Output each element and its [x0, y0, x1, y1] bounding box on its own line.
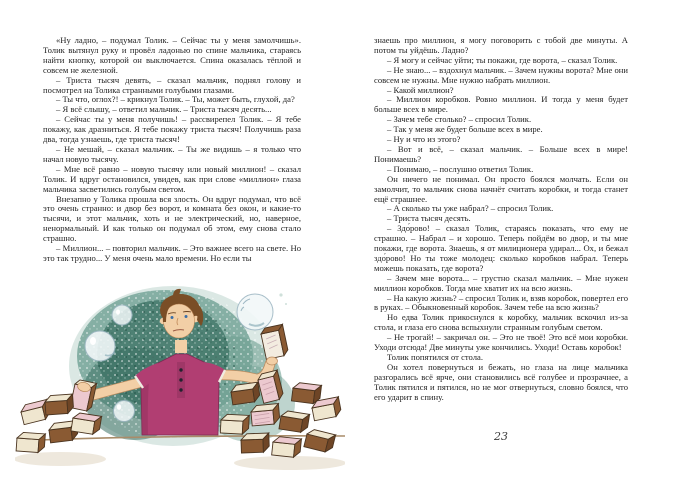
- matchbox: [71, 412, 102, 435]
- paragraph: – Мне всё равно – новую тысячу или новый миллион! – сказал Толик. И вдруг остановился, увидев, как при слове «миллион» глаза мальчика засветились голубым светом.: [43, 163, 301, 194]
- paragraph: – Понимаю, – послушно ответил Толик.: [387, 163, 534, 174]
- illustration: [15, 282, 345, 472]
- paragraph: – Вот и всё, – сказал мальчик. – Больше всех в мире! Понимаешь?: [374, 143, 628, 164]
- page-number: 23: [494, 430, 508, 443]
- paragraph: – На какую жизнь? – спросил Толик и, взяв коробок, повертел его в руках. – Обыкновенный коробок. Зачем тебе на всю жизнь?: [374, 292, 628, 313]
- paragraph: – Я всё слышу, – ответил мальчик. – Триста тысяч десять...: [56, 104, 272, 115]
- paragraph: «Ну ладно, – подумал Толик. – Сейчас ты у меня замолчишь». Толик вытянул руку и провёл ладонью по спине мальчика, стараясь найти кнопку, которой он выключается. Спина оказалась тёплой и совсем не железной.: [43, 35, 301, 75]
- matchbox: [241, 433, 270, 453]
- paragraph: – Зачем тебе столько? – спросил Толик.: [387, 114, 532, 125]
- matchbox: [16, 432, 45, 453]
- paragraph: знаешь про миллион, я могу поговорить с тобой две минуты. А потом ты уйдёшь. Ладно?: [374, 35, 628, 55]
- paragraph: Но едва Толик прикоснулся к коробку, мальчик вскочил из-за стола, и глаза его снова вспыхнули странным голубым светом.: [374, 312, 628, 333]
- paragraph: – Ты что, оглох?! – крикнул Толик. – Ты, может быть, глухой, да?: [56, 94, 295, 105]
- paragraph: Он ничего не понимал. Он просто боялся молчать. Если он замолчит, то мальчик снова начнёт считать коробки, и тогда станет ещё страшнее.: [374, 173, 628, 204]
- soap-bubble: [114, 401, 135, 422]
- paragraph: Он хотел повернуться и бежать, но глаза на лице мальчика разгорались всё ярче, они становились всё голубее и прозрачнее, а Толик пятился и пятился, но не мог отвернуться, словно боялся, что его ударит в спину.: [374, 361, 628, 402]
- paragraph: – Триста тысяч девять, – сказал мальчик, поднял голову и посмотрел на Толика странными голубыми глазами.: [43, 74, 301, 95]
- matchbox: [304, 428, 336, 453]
- paragraph: – Я могу и сейчас уйти; ты покажи, где ворота, – сказал Толик.: [387, 54, 618, 65]
- paragraph: – А сколько ты уже набрал? – спросил Толик.: [387, 203, 554, 214]
- paragraph: – Не знаю... – вздохнул мальчик. – Зачем нужны ворота? Мне они совсем не нужны. Мне нужно набрать миллион.: [374, 64, 628, 85]
- paragraph: – Не трогай! – закричал он. – Это не твоё! Это всё мои коробки. Уходи отсюда! Две минуты уже кончились. Уходи! Оставь коробок!: [374, 332, 628, 353]
- paragraph: – Миллион... – повторил мальчик. – Это важнее всего на свете. Но это так трудно... У меня очень мало времени. Но если ты: [43, 243, 301, 263]
- left-page-text: [43, 36, 301, 264]
- paragraph: – Здо́рово! – сказал Толик, стараясь показать, что ему не страшно. – Набрал – и хорошо. Теперь пойдём во двор, и ты мне покажи, где ворота. Знаешь, я от милиционера удирал... Ох, и бежал здо́рово! Но ты тоже молодец: сколько коробков набрал. Теперь можешь показать, где ворота?: [374, 223, 628, 273]
- matchbox: [220, 414, 249, 434]
- paragraph: – Ну и что из этого?: [387, 134, 461, 145]
- right-page-text: [374, 36, 628, 403]
- paragraph: – Не мешай, – сказал мальчик. – Ты же видишь – я только что начал новую тысячу.: [43, 143, 301, 164]
- paragraph: – Триста тысяч десять.: [387, 213, 471, 224]
- paragraph: – Зачем мне ворота... – грустно сказал мальчик. – Мне нужен миллион коробков. Тогда мне хватит их на всю жизнь.: [374, 272, 628, 293]
- paragraph: Толик попятился от стола.: [387, 352, 483, 362]
- matchbox: [272, 436, 302, 458]
- soap-bubble: [85, 331, 115, 361]
- soap-bubble: [112, 305, 132, 325]
- matchbox: [45, 394, 74, 415]
- paragraph: – Сейчас ты у меня получишь! – рассвирепел Толик. – Я тебе покажу, как дразниться. Я тебе покажу триста тысяч! Получишь раза два, тогда узнаешь, где триста тысяч!: [43, 114, 301, 145]
- matchbox: [250, 404, 280, 426]
- paragraph: – Миллион коробков. Ровно миллион. И тогда у меня будет больше всех в мире.: [374, 94, 628, 115]
- paragraph: – Так у меня же будет больше всех в мире.: [387, 124, 543, 135]
- paragraph: Внезапно у Толика прошла вся злость. Он вдруг подумал, что всё это очень странно: и двор без ворот, и комната без окон, и какие-то тысячи, и этот мальчик, хоть и не электрический, но, наверное, ненормальный. И как только он подумал об этом, ему снова стало страшно.: [43, 193, 301, 244]
- paragraph: – Какой миллион?: [387, 84, 454, 95]
